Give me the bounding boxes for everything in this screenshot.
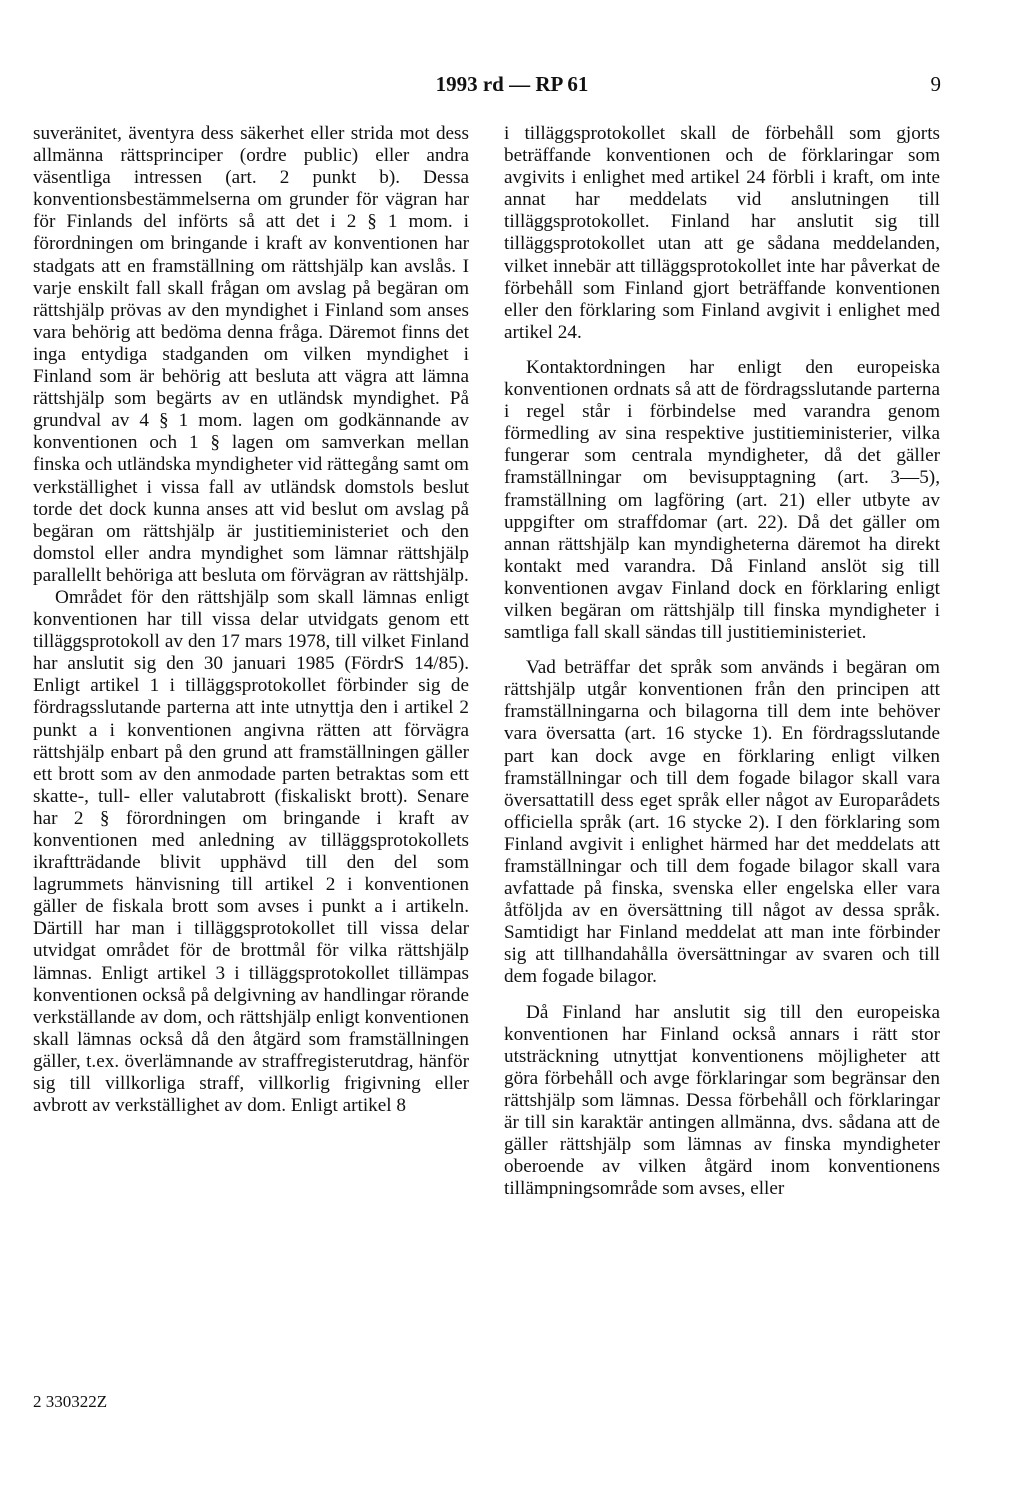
paragraph: suveränitet, äventyra dess säkerhet eller strida mot dess allmänna rättsprinciper (ordre public) eller andra väsentliga intressen (art. 2 punkt b). Dessa konventionsbestämmelserna om grunder för vägran har för Finlands del införts så att det i 2 § 1 mom. i förordningen om bringande i kraft av konventionen har stadgats att en framställning om rättshjälp kan avslås. I varje enskilt fall skall frågan om avslag på begäran om rättshjälp prövas av den myndighet i Finland som anses vara behörig att bedöma denna fråga. Däremot finns det inga entydiga stadganden om vilken myndighet i Finland som är behörig att besluta att vägra att lämna rättshjälp som begärts av en utländsk myndighet. På grundval av 4 § 1 mom. lagen om godkännande av konventionen och 1 § lagen om samverkan mellan finska och utländska myndigheter vid rättegång samt om verkställighet i vissa fall av utländsk domstols beslut torde det dock kunna anses att vid beslut om avslag på begäran om rättshjälp är justitieministeriet och den domstol eller andra myndighet som lämnar rättshjälp parallellt behöriga att besluta om förvägran av rättshjälp. <box>33 123 469 586</box>
paragraph: i tilläggsprotokollet skall de förbehåll som gjorts beträffande konventionen och de förklaringar som avgivits i enlighet med artikel 24 förbli i kraft, om inte annat har meddelats vid anslutningen till tilläggsprotokollet. Finland har anslutit sig till tilläggsprotokollet utan att ge sådana meddelanden, vilket innebär att tilläggsprotokollet inte har påverkat de förbehåll som Finland gjort beträffande konventionen eller den förklaring som Finland avgivit i enlighet med artikel 24. <box>504 123 940 343</box>
left-column <box>33 123 469 1117</box>
paragraph: Kontaktordningen har enligt den europeiska konventionen ordnats så att de fördragsslutande parterna i regel står i förbindelse med varandra genom förmedling av sina respektive justitieministerier, vilka fungerar som centrala myndigheter, då det gäller framställningar om bevisupptagning (art. 3—5), framställning om lagföring (art. 21) eller utbyte av uppgifter om straffdomar (art. 22). Då det gäller om annan rättshjälp kan myndigheterna däremot ha direkt kontakt med varandra. Då Finland anslöt sig till konventionen avgav Finland dock en förklaring enligt vilken begäran om rättshjälp till finska myndigheter i samtliga fall skall sändas till justitieministeriet. <box>504 356 940 644</box>
paragraph: Då Finland har anslutit sig till den europeiska konventionen har Finland också annars i rätt stor utsträckning utnyttjat konventionens möjligheter att göra förbehåll och avge förklaringar som begränsar den rättshjälp som lämnas. Dessa förbehåll och förklaringar är till sin karaktär antingen allmänna, dvs. sådana att de gäller rättshjälp som lämnas av finska myndigheter oberoende av vilken åtgärd inom konventionens tillämpningsområde som avses, eller <box>504 1001 940 1200</box>
page-header <box>0 72 1024 102</box>
paragraph: Vad beträffar det språk som används i begäran om rättshjälp utgår konventionen från den principen att framställningarna och bilagorna till dem inte behöver vara översatta (art. 16 stycke 1). En fördragsslutande part kan dock avge en förklaring enligt vilken framställningar och till dem fogade bilagor skall vara översattatill dess eget språk eller något av Europarådets officiella språk (art. 16 stycke 2). I den förklaring som Finland avgivit i enlighet härmed har det meddelats att framställningar och till dem fogade bilagor skall vara avfattade på finska, svenska eller engelska eller vara åtföljda av en översättning till något av dessa språk. Samtidigt har Finland meddelat att man inte förbinder sig att tillhandahålla översättningar av svaren och till dem fogade bilagor. <box>504 657 940 988</box>
running-title: 1993 rd — RP 61 <box>435 72 589 96</box>
paragraph: Området för den rättshjälp som skall lämnas enligt konventionen har till vissa delar utvidgats genom ett tilläggsprotokoll av den 17 mars 1978, till vilket Finland har anslutit sig den 30 januari 1985 (FördrS 14/85). Enligt artikel 1 i tilläggsprotokollet förbinder sig de fördragsslutande parterna att inte utnyttja den i artikel 2 punkt a i konventionen angivna rätten att förvägra rättshjälp enbart på den grund att framställningen gäller ett brott som av den anmodade parten betraktas som ett skatte-, tull- eller valutabrott (fiskaliskt brott). Senare har 2 § förordningen om bringande i kraft av konventionen med anledning av tilläggsprotokollets ikraftträdande blivit upphävd till den del som lagrummets hänvisning till artikel 2 i konventionen gäller de fiskala brott som avses i punkt a i artikeln. Därtill har man i tilläggsprotokollet till vissa delar utvidgat området för de brottmål för vilka rättshjälp lämnas. Enligt artikel 3 i tilläggsprotokollet tillämpas konventionen också på delgivning av handlingar rörande verkställande av dom, och rättshjälp enligt konventionen skall lämnas också då den åtgärd som framställningen gäller, t.ex. överlämnande av straffregisterutdrag, hänför sig till villkorliga straff, villkorlig frigivning eller avbrott av verkställighet av dom. Enligt artikel 8 <box>33 586 469 1117</box>
right-column <box>504 123 940 1200</box>
page-number: 9 <box>930 72 941 96</box>
footer-code: 2 330322Z <box>33 1392 108 1411</box>
